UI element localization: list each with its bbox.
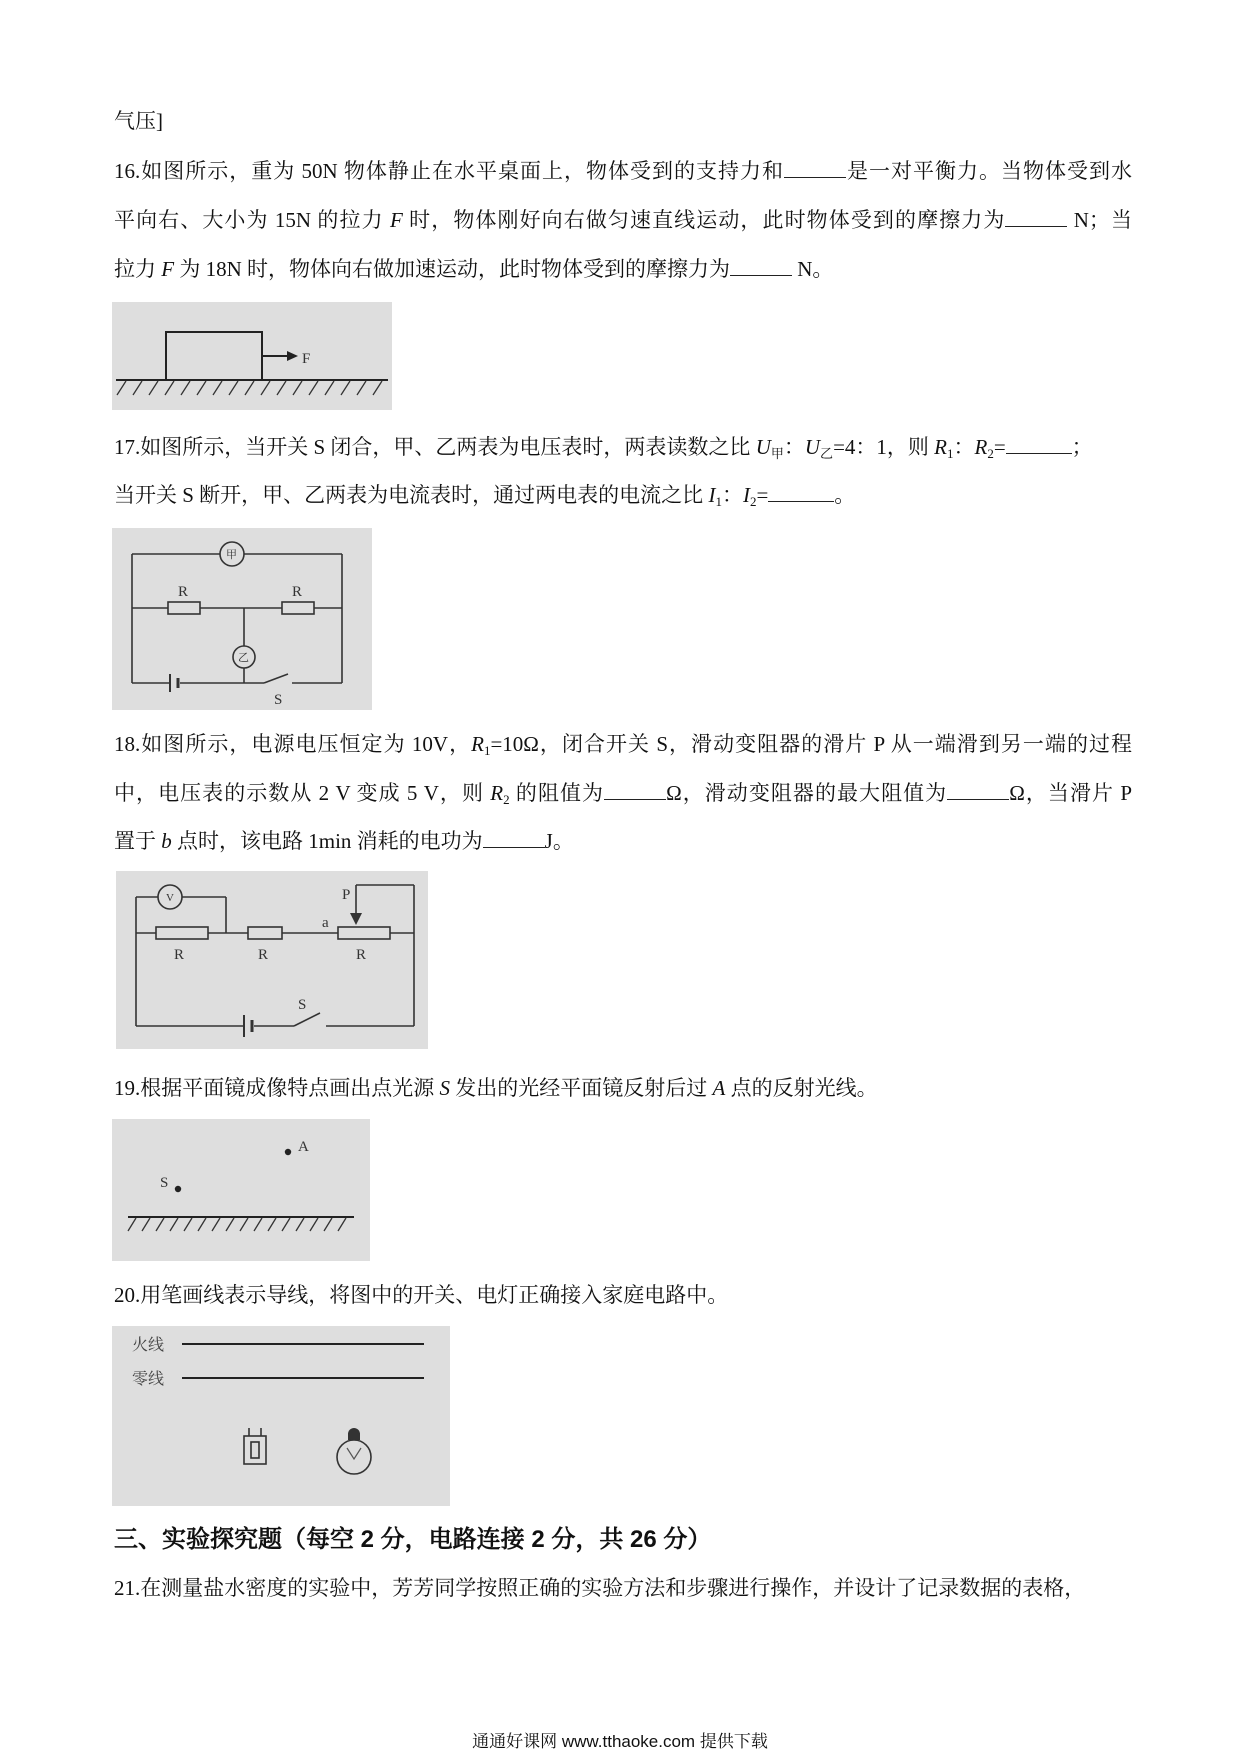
q17-circuit-figure bbox=[112, 528, 372, 710]
q20-text: 20.用笔画线表示导线，将图中的开关、电灯正确接入家庭电路中。 bbox=[114, 1283, 729, 1307]
q19-text: 19.根据平面镜成像特点画出点光源 S 发出的光经平面镜反射后过 A 点的反射光线。 bbox=[114, 1076, 878, 1100]
force-label: F bbox=[302, 351, 311, 367]
section-heading: 三、实验探究题（每空 2 分，电路连接 2 分，共 26 分） bbox=[114, 1526, 712, 1553]
answer-blank[interactable] bbox=[784, 157, 846, 178]
q20-wiring-figure bbox=[112, 1326, 450, 1506]
q17-line-2: 当开关 S 断开，甲、乙两表为电流表时，通过两电表的电流之比 $I_1$：$I_2=$ 。 bbox=[114, 483, 856, 509]
point-a bbox=[285, 1149, 291, 1155]
meter-yi-label: 乙 bbox=[238, 652, 249, 664]
q18-circuit-figure bbox=[116, 871, 428, 1049]
answer-blank[interactable] bbox=[483, 827, 545, 848]
point-a-label: a bbox=[322, 915, 329, 931]
r2-label: R bbox=[292, 584, 303, 600]
q18-line-1: 18.如图所示，电源电压恒定为 10V，$R_1=10\Omega$，闭合开关 S，滑动变阻器的滑片 P 从一端滑到另一端的过程 bbox=[114, 732, 1132, 758]
q19-mirror-figure bbox=[112, 1119, 370, 1261]
switch-label: S bbox=[274, 692, 283, 708]
answer-blank[interactable] bbox=[604, 779, 666, 800]
neutral-wire-label: 零线 bbox=[132, 1369, 165, 1388]
block bbox=[166, 332, 262, 380]
carry-over-text: 气压] bbox=[114, 109, 163, 133]
point-a-label: A bbox=[298, 1139, 309, 1155]
answer-blank[interactable] bbox=[1005, 206, 1067, 227]
meter-jia-label: 甲 bbox=[226, 549, 237, 561]
switch-icon bbox=[244, 1428, 266, 1464]
q17-line-1: 17.如图所示，当开关 S 闭合，甲、乙两表为电压表时，两表读数之比 $U_甲$：$U_乙=4$：1，则 $R_1$：$R_2=$ ； bbox=[114, 435, 1093, 461]
r1-label: R bbox=[174, 947, 185, 963]
q21-text: 21.在测量盐水密度的实验中，芳芳同学按照正确的实验方法和步骤进行操作，并设计了记录数据的表格， bbox=[114, 1576, 1086, 1600]
answer-blank[interactable] bbox=[947, 779, 1009, 800]
q18-line-2: 中，电压表的示数从 2 V 变成 5 V，则 $R_2$ 的阻值为 Ω，滑动变阻器的最大阻值为 Ω，当滑片 P bbox=[114, 781, 1133, 807]
answer-blank[interactable] bbox=[768, 481, 834, 502]
answer-blank[interactable] bbox=[730, 255, 792, 276]
q16-line-1: 16.如图所示，重为 50N 物体静止在水平桌面上，物体受到的支持力和 是一对平衡力。当物体受到水 bbox=[114, 159, 1132, 183]
slider-p-label: P bbox=[342, 887, 351, 903]
r1-label: R bbox=[178, 584, 189, 600]
answer-blank[interactable] bbox=[1006, 433, 1072, 454]
point-source-s bbox=[175, 1186, 181, 1192]
q16-line-2: 平向右、大小为 15N 的拉力 F 时，物体刚好向右做匀速直线运动，此时物体受到的摩擦力为 N；当 bbox=[114, 208, 1132, 232]
page-footer: 通通好课网 www.tthaoke.com 提供下载 bbox=[472, 1732, 768, 1751]
light-bulb-icon bbox=[337, 1428, 371, 1474]
switch-label: S bbox=[298, 997, 307, 1013]
r3-label: R bbox=[356, 947, 367, 963]
r2-label: R bbox=[258, 947, 269, 963]
voltmeter-label: V bbox=[166, 892, 174, 904]
q18-line-3: 置于 b 点时，该电路 1min 消耗的电功为 J。 bbox=[114, 829, 574, 853]
q16-block-figure bbox=[112, 302, 392, 410]
live-wire-label: 火线 bbox=[132, 1335, 165, 1354]
source-s-label: S bbox=[160, 1175, 169, 1191]
q16-line-3: 拉力 F 为 18N 时，物体向右做加速运动，此时物体受到的摩擦力为 N。 bbox=[114, 257, 834, 281]
